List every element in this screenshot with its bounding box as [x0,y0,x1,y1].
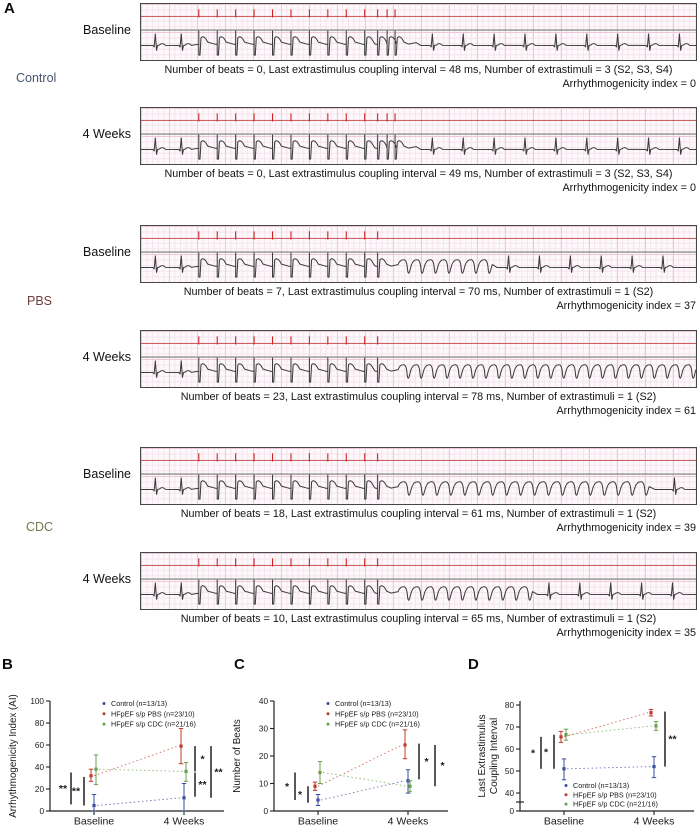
caption-line2: Arrhythmogenicity index = 37 [556,299,696,312]
series-0 [562,757,656,780]
ecg-strip-svg [141,226,696,282]
svg-text:80: 80 [504,700,514,710]
timepoint-label: 4 Weeks [82,572,131,586]
svg-text:*: * [543,746,549,759]
y-axis-label [8,694,19,818]
svg-text:Control (n=13/13): Control (n=13/13) [335,699,392,708]
svg-text:HFpEF s/p CDC (n=21/16): HFpEF s/p CDC (n=21/16) [335,719,420,729]
svg-text:20: 20 [34,784,44,794]
ecg-caption [140,286,697,313]
svg-text:30: 30 [258,724,268,734]
svg-text:**: ** [58,782,68,795]
ecg-strip-svg [141,553,696,609]
panel-b-chart [6,687,232,835]
timepoint-label: Baseline [83,467,131,481]
series-1 [559,709,653,742]
ecg-caption [140,64,697,91]
svg-text:HFpEF s/p CDC (n=21/16): HFpEF s/p CDC (n=21/16) [573,799,658,809]
timepoint-label: Baseline [83,245,131,259]
ecg-row-control-baseline [0,3,700,99]
ecg-strip [140,447,697,505]
caption-line1: Number of beats = 10, Last extrastimulus coupling interval = 65 ms, Number of extrastimuli = 1 (S2) [180,613,657,625]
svg-text:**: ** [71,785,81,798]
svg-text:60: 60 [34,740,44,750]
svg-text:40: 40 [504,788,514,798]
ecg-row-control-4weeks [0,107,700,203]
panel-c-label: C [234,656,245,673]
chart-svg-B [6,687,232,835]
svg-text:*: * [200,753,205,766]
group-label-cdc: CDC [26,520,54,534]
ecg-caption [140,391,697,418]
svg-text:*: * [424,756,429,768]
significance-marks [531,712,678,769]
y-axis-label [232,719,243,793]
caption-line2: Arrhythmogenicity index = 35 [556,626,696,639]
svg-text:20: 20 [258,751,268,761]
series-0 [92,784,186,812]
svg-text:10: 10 [258,779,268,789]
svg-text:70: 70 [504,722,514,732]
ecg-strip-svg [141,4,696,60]
series-0 [316,770,410,806]
ecg-strip-svg [141,448,696,504]
ecg-caption [140,168,697,195]
legend [327,699,420,729]
svg-text:Last Extrastimulus: Last Extrastimulus [477,714,488,798]
caption-line2: Arrhythmogenicity index = 61 [556,404,696,417]
caption-line1: Number of beats = 23, Last extrastimulus coupling interval = 78 ms, Number of extrastimuli = 1 (S2) [180,391,657,403]
chart-svg-D [476,687,700,835]
chart-svg-C [230,687,456,835]
ecg-row-pbs-baseline [0,225,700,321]
ecg-strip [140,107,697,165]
caption-line1: Number of beats = 0, Last extrastimulus coupling interval = 48 ms, Number of extrastimuli = 3 (S2, S3, S4) [164,64,673,76]
svg-text:HFpEF s/p PBS (n=23/10): HFpEF s/p PBS (n=23/10) [111,709,195,719]
series-2 [564,722,658,741]
svg-text:**: ** [214,766,223,779]
svg-text:Number of Beats: Number of Beats [232,719,243,793]
svg-text:0: 0 [39,806,44,816]
ecg-strip [140,552,697,610]
ecg-strip-svg [141,331,696,387]
ecg-strip [140,225,697,283]
ecg-strip [140,3,697,61]
ecg-caption [140,508,697,535]
timepoint-label: 4 Weeks [82,350,131,364]
legend [103,699,196,729]
legend [565,781,658,809]
caption-line1: Number of beats = 0, Last extrastimulus coupling interval = 49 ms, Number of extrastimuli = 3 (S2, S3, S4) [164,168,673,180]
svg-text:Arrhythmogenicity Index (AI): Arrhythmogenicity Index (AI) [8,694,19,818]
ecg-row-cdc-4weeks [0,552,700,648]
ecg-waveform [141,475,696,499]
caption-line1: Number of beats = 18, Last extrastimulus coupling interval = 61 ms, Number of extrastimuli = 1 (S2) [180,508,657,520]
series-1 [313,730,407,791]
svg-text:100: 100 [30,696,44,706]
svg-text:50: 50 [504,766,514,776]
ecg-caption [140,613,697,640]
svg-text:**: ** [198,779,207,792]
timepoint-label: 4 Weeks [82,127,131,141]
svg-text:Baseline: Baseline [73,815,115,828]
svg-text:Baseline: Baseline [297,815,339,828]
svg-text:40: 40 [34,762,44,772]
svg-text:*: * [284,780,290,793]
svg-text:HFpEF s/p PBS (n=23/10): HFpEF s/p PBS (n=23/10) [335,709,419,719]
significance-marks [59,746,224,805]
svg-text:80: 80 [34,718,44,728]
series-1 [89,729,183,782]
svg-text:*: * [297,789,303,801]
svg-text:Control (n=13/13): Control (n=13/13) [573,781,630,790]
panel-d-chart [476,687,700,835]
svg-text:4 Weeks: 4 Weeks [387,815,429,828]
svg-text:Baseline: Baseline [543,815,585,828]
caption-line2: Arrhythmogenicity index = 0 [562,181,696,194]
ecg-strip-svg [141,108,696,164]
y-axis-label [477,714,500,797]
svg-text:**: ** [668,733,677,746]
ecg-waveform [141,358,696,382]
svg-text:0: 0 [509,806,514,816]
ecg-row-cdc-baseline [0,447,700,543]
svg-text:HFpEF s/p CDC (n=21/16): HFpEF s/p CDC (n=21/16) [111,719,196,729]
svg-text:40: 40 [258,696,268,706]
ecg-waveform [141,31,696,55]
panel-d-label: D [468,656,479,673]
caption-line2: Arrhythmogenicity index = 39 [556,521,696,534]
ecg-waveform [141,580,696,604]
significance-marks [285,744,446,803]
group-label-pbs: PBS [27,294,53,308]
svg-text:*: * [530,747,536,760]
svg-text:*: * [440,760,445,773]
panel-a-label: A [4,0,15,17]
group-label-control: Control [16,71,57,85]
caption-line2: Arrhythmogenicity index = 0 [562,77,696,90]
ecg-strip [140,330,697,388]
ecg-waveform [141,135,696,159]
panel-c-chart [230,687,456,835]
series-2 [318,762,412,792]
svg-text:4 Weeks: 4 Weeks [633,815,675,828]
svg-text:60: 60 [504,744,514,754]
timepoint-label: Baseline [83,23,131,37]
panel-b-label: B [2,656,13,673]
caption-line1: Number of beats = 7, Last extrastimulus coupling interval = 70 ms, Number of extrastimuli = 1 (S2) [183,286,654,298]
svg-text:4 Weeks: 4 Weeks [163,815,205,828]
svg-text:Control (n=13/13): Control (n=13/13) [111,699,168,708]
svg-text:Coupling Interval: Coupling Interval [489,717,500,795]
svg-text:HFpEF s/p PBS (n=23/10): HFpEF s/p PBS (n=23/10) [573,790,657,800]
ecg-waveform [141,253,696,277]
svg-text:0: 0 [263,806,268,816]
ecg-row-pbs-4weeks [0,330,700,426]
